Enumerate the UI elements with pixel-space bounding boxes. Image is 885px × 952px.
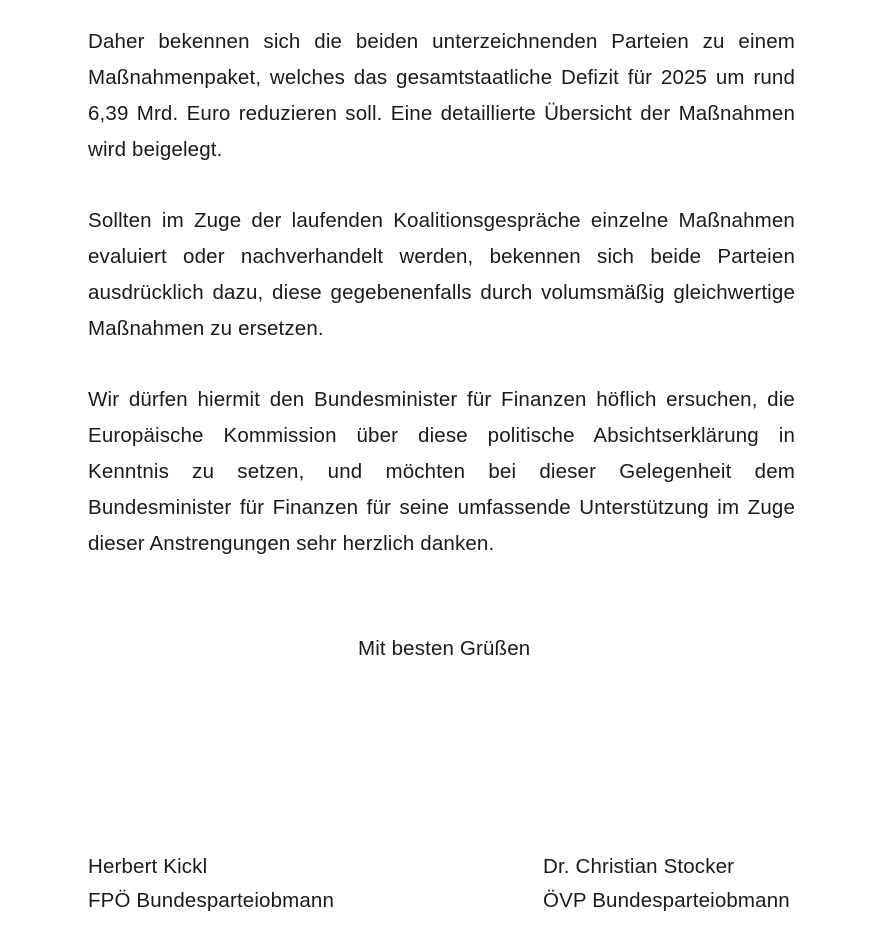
signature-left bbox=[88, 850, 543, 918]
signatory-name: Herbert Kickl bbox=[88, 855, 208, 878]
body-paragraph-2: Sollten im Zuge der laufenden Koalitionsgespräche einzelne Maßnahmen evaluiert oder nachverhandelt werden, bekennen sich beide Parteien ausdrücklich dazu, diese gegebenenfalls durch volumsmäßig gleichwertige Maßnahmen zu ersetzen. bbox=[88, 209, 795, 340]
signatory-role: ÖVP Bundesparteiobmann bbox=[543, 889, 790, 912]
letter-body bbox=[88, 24, 795, 562]
closing-greeting: Mit besten Grüßen bbox=[358, 637, 531, 660]
signatory-name: Dr. Christian Stocker bbox=[543, 855, 735, 878]
signature-block bbox=[88, 850, 798, 918]
body-paragraph-3: Wir dürfen hiermit den Bundesminister für Finanzen höflich ersuchen, die Europäische Kommission über diese politische Absichtserklärung in Kenntnis zu setzen, und möchten bei dieser Gelegenheit dem Bundesminister für Finanzen für seine umfassende Unterstützung im Zuge dieser Anstrengungen sehr herzlich danken. bbox=[88, 388, 795, 555]
body-paragraph-1: Daher bekennen sich die beiden unterzeichnenden Parteien zu einem Maßnahmenpaket, welches das gesamtstaatliche Defizit für 2025 um rund 6,39 Mrd. Euro reduzieren soll. Eine detaillierte Übersicht der Maßnahmen wird beigelegt. bbox=[88, 30, 795, 161]
signatory-role: FPÖ Bundesparteiobmann bbox=[88, 889, 335, 912]
signature-right bbox=[543, 850, 798, 918]
